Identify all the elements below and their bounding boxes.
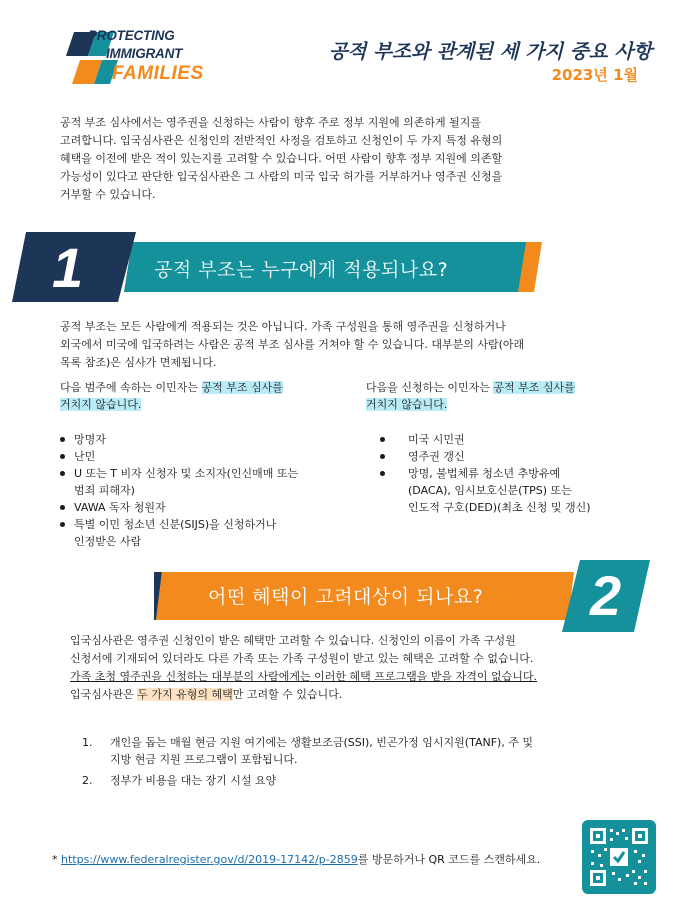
page-date: 2023년 1월 <box>551 66 638 84</box>
section-2-banner <box>154 560 650 632</box>
intro-line: 혜택을 이전에 받은 적이 있는지를 고려할 수 있습니다. 어떤 사람이 향후 정부 지원에 의존할 <box>60 152 503 165</box>
qr-code-pattern <box>588 826 650 888</box>
intro-line: 가능성이 있다고 판단한 입국심사관은 그 사람의 미국 입국 허가를 거부하거나 영주권 신청을 <box>60 170 503 183</box>
bullet-icon <box>60 454 65 459</box>
bullet-icon <box>60 505 65 510</box>
intro-paragraph <box>60 114 620 204</box>
list-item-text: 망명, 불법체류 청소년 추방유예 <box>408 467 561 480</box>
benefit-item <box>82 772 630 789</box>
logo-text-protecting: PROTECTING <box>88 28 175 43</box>
section-2-line-underlined: 가족 초청 영주권을 신청하는 대부분의 사람에게는 이러한 혜택 프로그램을 받을 자격이 없습니다. <box>70 670 537 683</box>
bullet-icon <box>60 471 65 476</box>
list-item-text: VAWA 독자 청원자 <box>74 501 166 514</box>
logo <box>66 26 216 88</box>
federal-register-link[interactable]: https://www.federalregister.gov/d/2019-17142/p-2859 <box>61 853 358 866</box>
right-heading-highlight: 공적 부조 심사를 <box>493 381 575 394</box>
section-2-paragraph <box>70 632 650 704</box>
section-1-number: 1 <box>52 236 84 299</box>
section-1-line: 외국에서 미국에 입국하려는 사람은 공적 부조 심사를 거쳐야 할 수 있습니다. 대부분의 사람(아래 <box>60 338 525 351</box>
list-item-text: 인정받은 사람 <box>74 535 142 548</box>
list-item-text: 특별 이민 청소년 신분(SIJS)을 신청하거나 <box>74 518 277 531</box>
benefits-list <box>82 734 630 793</box>
benefit-text: 지방 현금 지원 프로그램이 포함됩니다. <box>110 753 298 766</box>
left-exempt-list <box>60 431 360 550</box>
list-item-text: 미국 시민권 <box>408 433 465 446</box>
left-heading-highlight: 거치지 않습니다. <box>60 398 142 411</box>
page-title: 공적 부조와 관계된 세 가지 중요 사항 <box>328 40 652 63</box>
logo-text-immigrant: IMMIGRANT <box>106 46 183 61</box>
section-2-line: 입국심사관은 영주권 신청인이 받은 혜택만 고려할 수 있습니다. 신청인의 이름이 가족 구성원 <box>70 634 516 647</box>
benefit-item <box>82 734 630 768</box>
list-item-continued <box>60 533 360 550</box>
list-item <box>380 448 660 465</box>
bullet-icon <box>380 454 385 459</box>
section-2-title: 어떤 혜택이 고려대상이 되나요? <box>208 586 484 608</box>
list-item-continued <box>380 499 660 516</box>
benefit-number: 1. <box>82 736 93 749</box>
footnote-star: * <box>52 853 61 866</box>
benefit-number: 2. <box>82 774 93 787</box>
list-item-text: 영주권 갱신 <box>408 450 465 463</box>
list-item <box>60 499 360 516</box>
intro-line: 고려합니다. 입국심사관은 신청인의 전반적인 사정을 검토하고 신청인이 두 가지 특정 유형의 <box>60 134 503 147</box>
list-item <box>60 448 360 465</box>
right-category-heading <box>366 379 646 413</box>
list-item-text: 망명자 <box>74 433 106 446</box>
list-item-text: (DACA), 임시보호신분(TPS) 또는 <box>408 484 572 497</box>
left-heading-highlight: 공적 부조 심사를 <box>201 381 283 394</box>
section-2-number: 2 <box>590 564 622 627</box>
benefit-text: 개인을 돕는 매월 현금 지원 여기에는 생활보조금(SSI), 빈곤가정 임시지원(TANF), 주 및 <box>110 736 534 749</box>
benefit-text: 정부가 비용을 대는 장기 시설 요양 <box>110 774 277 787</box>
list-item <box>60 516 360 533</box>
list-item-continued <box>380 482 660 499</box>
bullet-icon <box>60 437 65 442</box>
footnote-text: 를 방문하거나 QR 코드를 스캔하세요. <box>357 853 541 866</box>
section-2-line: 신청서에 기재되어 있더라도 다른 가족 또는 가족 구성원이 받고 있는 혜택은 고려할 수 없습니다. <box>70 652 534 665</box>
bullet-icon <box>380 471 385 476</box>
list-item <box>380 431 660 448</box>
list-item <box>60 431 360 448</box>
right-exempt-list <box>380 431 660 516</box>
right-heading-text: 다음을 신청하는 이민자는 <box>366 381 494 394</box>
qr-code-icon[interactable] <box>582 820 656 894</box>
list-item <box>380 465 660 482</box>
list-item <box>60 465 360 482</box>
list-item-text: 범죄 피해자) <box>74 484 135 497</box>
intro-line: 공적 부조 심사에서는 영주권을 신청하는 사람이 향후 주로 정부 지원에 의존하게 될지를 <box>60 116 481 129</box>
section-1-line: 공적 부조는 모든 사람에게 적용되는 것은 아닙니다. 가족 구성원을 통해 영주권을 신청하거나 <box>60 320 506 333</box>
section-2-highlight: 두 가지 유형의 혜택 <box>137 688 233 701</box>
list-item-text: 인도적 구호(DED)(최초 신청 및 갱신) <box>408 501 591 514</box>
section-1-title: 공적 부조는 누구에게 적용되나요? <box>154 259 449 281</box>
section-1-banner <box>12 232 572 302</box>
section-1-line: 목록 참조)은 심사가 면제됩니다. <box>60 356 217 369</box>
section-1-paragraph <box>60 318 630 372</box>
section-2-text: 만 고려할 수 있습니다. <box>232 688 343 701</box>
section-2-text: 입국심사관은 <box>70 688 138 701</box>
section-2-line <box>70 686 650 704</box>
list-item-text: 난민 <box>74 450 96 463</box>
bullet-icon <box>380 437 385 442</box>
logo-text-families: FAMILIES <box>112 63 204 84</box>
left-heading-text: 다음 범주에 속하는 이민자는 <box>60 381 202 394</box>
left-category-heading <box>60 379 340 413</box>
right-heading-highlight: 거치지 않습니다. <box>366 398 448 411</box>
list-item-text: U 또는 T 비자 신청자 및 소지자(인신매매 또는 <box>74 467 299 480</box>
footnote <box>52 851 540 867</box>
bullet-icon <box>60 522 65 527</box>
list-item-continued <box>60 482 360 499</box>
intro-line: 거부할 수 있습니다. <box>60 188 156 201</box>
